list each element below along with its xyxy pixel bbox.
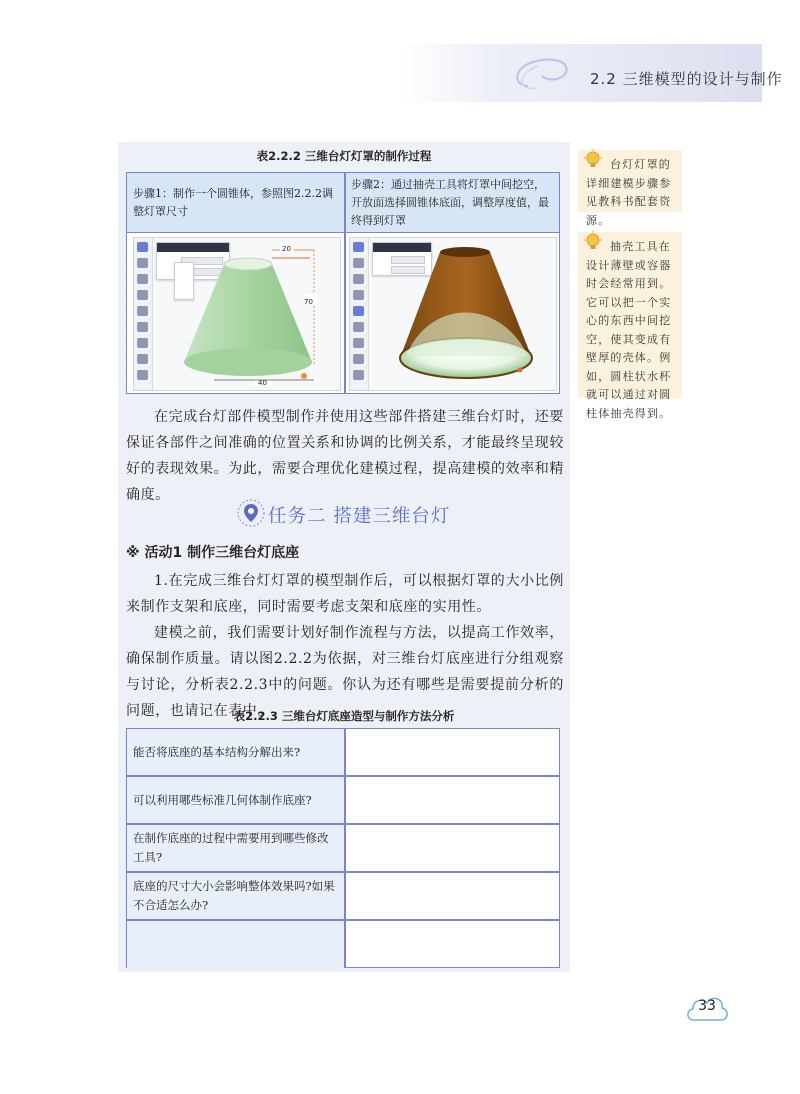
select-tool-icon[interactable] — [137, 242, 148, 252]
sketch-tool-icon[interactable] — [353, 258, 364, 268]
table-row-question: 能否将底座的基本结构分解出来? — [133, 745, 301, 759]
magnet-tool-icon[interactable] — [353, 354, 364, 364]
shelled-shade-model — [370, 238, 556, 390]
cone-model — [154, 238, 340, 390]
tool-palette — [350, 238, 369, 390]
lightbulb-icon — [582, 148, 604, 170]
location-pin-icon — [236, 498, 266, 528]
note-lampshade-text: 台灯灯罩的详细建模步骤参见教科书配套资源。 — [586, 158, 672, 227]
bottom-dimension: 40 — [258, 379, 267, 387]
section-header: 2.2 三维模型的设计与制作 — [590, 70, 783, 88]
sketch-tool-icon[interactable] — [137, 258, 148, 268]
table-row-question: 可以利用哪些标准几何体制作底座? — [133, 793, 312, 807]
table-2-2-3-caption: 表2.2.3 三维台灯底座造型与制作方法分析 — [233, 709, 455, 723]
transform-tool-icon[interactable] — [353, 322, 364, 332]
page-number: 33 — [698, 998, 716, 1014]
move-tool-icon[interactable] — [353, 338, 364, 348]
row-divider — [127, 775, 559, 777]
shell-screenshot — [349, 237, 557, 391]
header-swirl-decoration — [508, 48, 588, 98]
primitive-tool-icon[interactable] — [137, 274, 148, 284]
table-2-2-2-caption: 表2.2.2 三维台灯灯罩的制作过程 — [256, 149, 432, 163]
task-title: 任务二 搭建三维台灯 — [268, 506, 451, 527]
transform-tool-icon[interactable] — [137, 322, 148, 332]
magnet-tool-icon[interactable] — [137, 354, 148, 364]
group-tool-icon[interactable] — [137, 370, 148, 380]
row-divider — [127, 823, 559, 825]
table-divider — [344, 173, 346, 393]
shape-tool-icon[interactable] — [137, 290, 148, 300]
move-tool-icon[interactable] — [137, 338, 148, 348]
primitive-tool-icon[interactable] — [353, 274, 364, 284]
table-row-question: 在制作底座的过程中需要用到哪些修改工具? — [133, 831, 329, 864]
step1-text: 步骤1：制作一个圆锥体，参照图2.2.2调整灯罩尺寸 — [133, 187, 333, 218]
group-tool-icon[interactable] — [353, 370, 364, 380]
paragraph-base-intro: 1.在完成三维台灯灯罩的模型制作后，可以根据灯罩的大小比例来制作支架和底座，同时需要考虑支架和底座的实用性。 — [126, 573, 564, 615]
step2-text: 步骤2：通过抽壳工具将灯罩中间挖空，开放面选择圆锥体底面，调整厚度值，最终得到灯罩 — [351, 178, 549, 227]
note-shell-tool-text: 抽壳工具在设计薄壁或容器时会经常用到。它可以把一个实心的东西中间挖空，使其变成有壁厚的壳体。例如，圆柱状水杯就可以通过对圆柱体抽壳得到。 — [586, 240, 672, 420]
activity-title: ※ 活动1 制作三维台灯底座 — [126, 545, 300, 561]
table-2-2-3 — [126, 728, 560, 968]
row-divider — [127, 919, 559, 921]
table-divider — [344, 729, 346, 967]
modify-tool-icon[interactable] — [137, 306, 148, 316]
select-tool-icon[interactable] — [353, 242, 364, 252]
cone-screenshot — [133, 237, 341, 391]
note-lampshade — [578, 150, 682, 227]
top-dimension: 20 — [282, 245, 291, 253]
shell-tool-icon[interactable] — [353, 306, 364, 316]
paragraph-planning: 建模之前，我们需要计划好制作流程与方法，以提高工作效率，确保制作质量。请以图2.2.2为依据，对三维台灯底座进行分组观察与讨论，分析表2.2.3中的问题。你认为还有哪些是需要提前分析的问题，也请记在表中。 — [126, 625, 564, 719]
note-shell-tool — [578, 232, 682, 420]
lightbulb-icon — [582, 230, 604, 252]
shape-tool-icon[interactable] — [353, 290, 364, 300]
row-divider — [127, 871, 559, 873]
paragraph-optimization: 在完成台灯部件模型制作并使用这些部件搭建三维台灯时，还要保证各部件之间准确的位置关系和协调的比例关系，才能最终呈现较好的表现效果。为此，需要合理优化建模过程，提高建模的效率和精确度。 — [126, 409, 564, 503]
height-dimension: 70 — [304, 298, 313, 306]
tool-palette — [134, 238, 153, 390]
table-2-2-2 — [126, 172, 560, 394]
table-row-question: 底座的尺寸大小会影响整体效果吗?如果不合适怎么办? — [133, 879, 335, 912]
